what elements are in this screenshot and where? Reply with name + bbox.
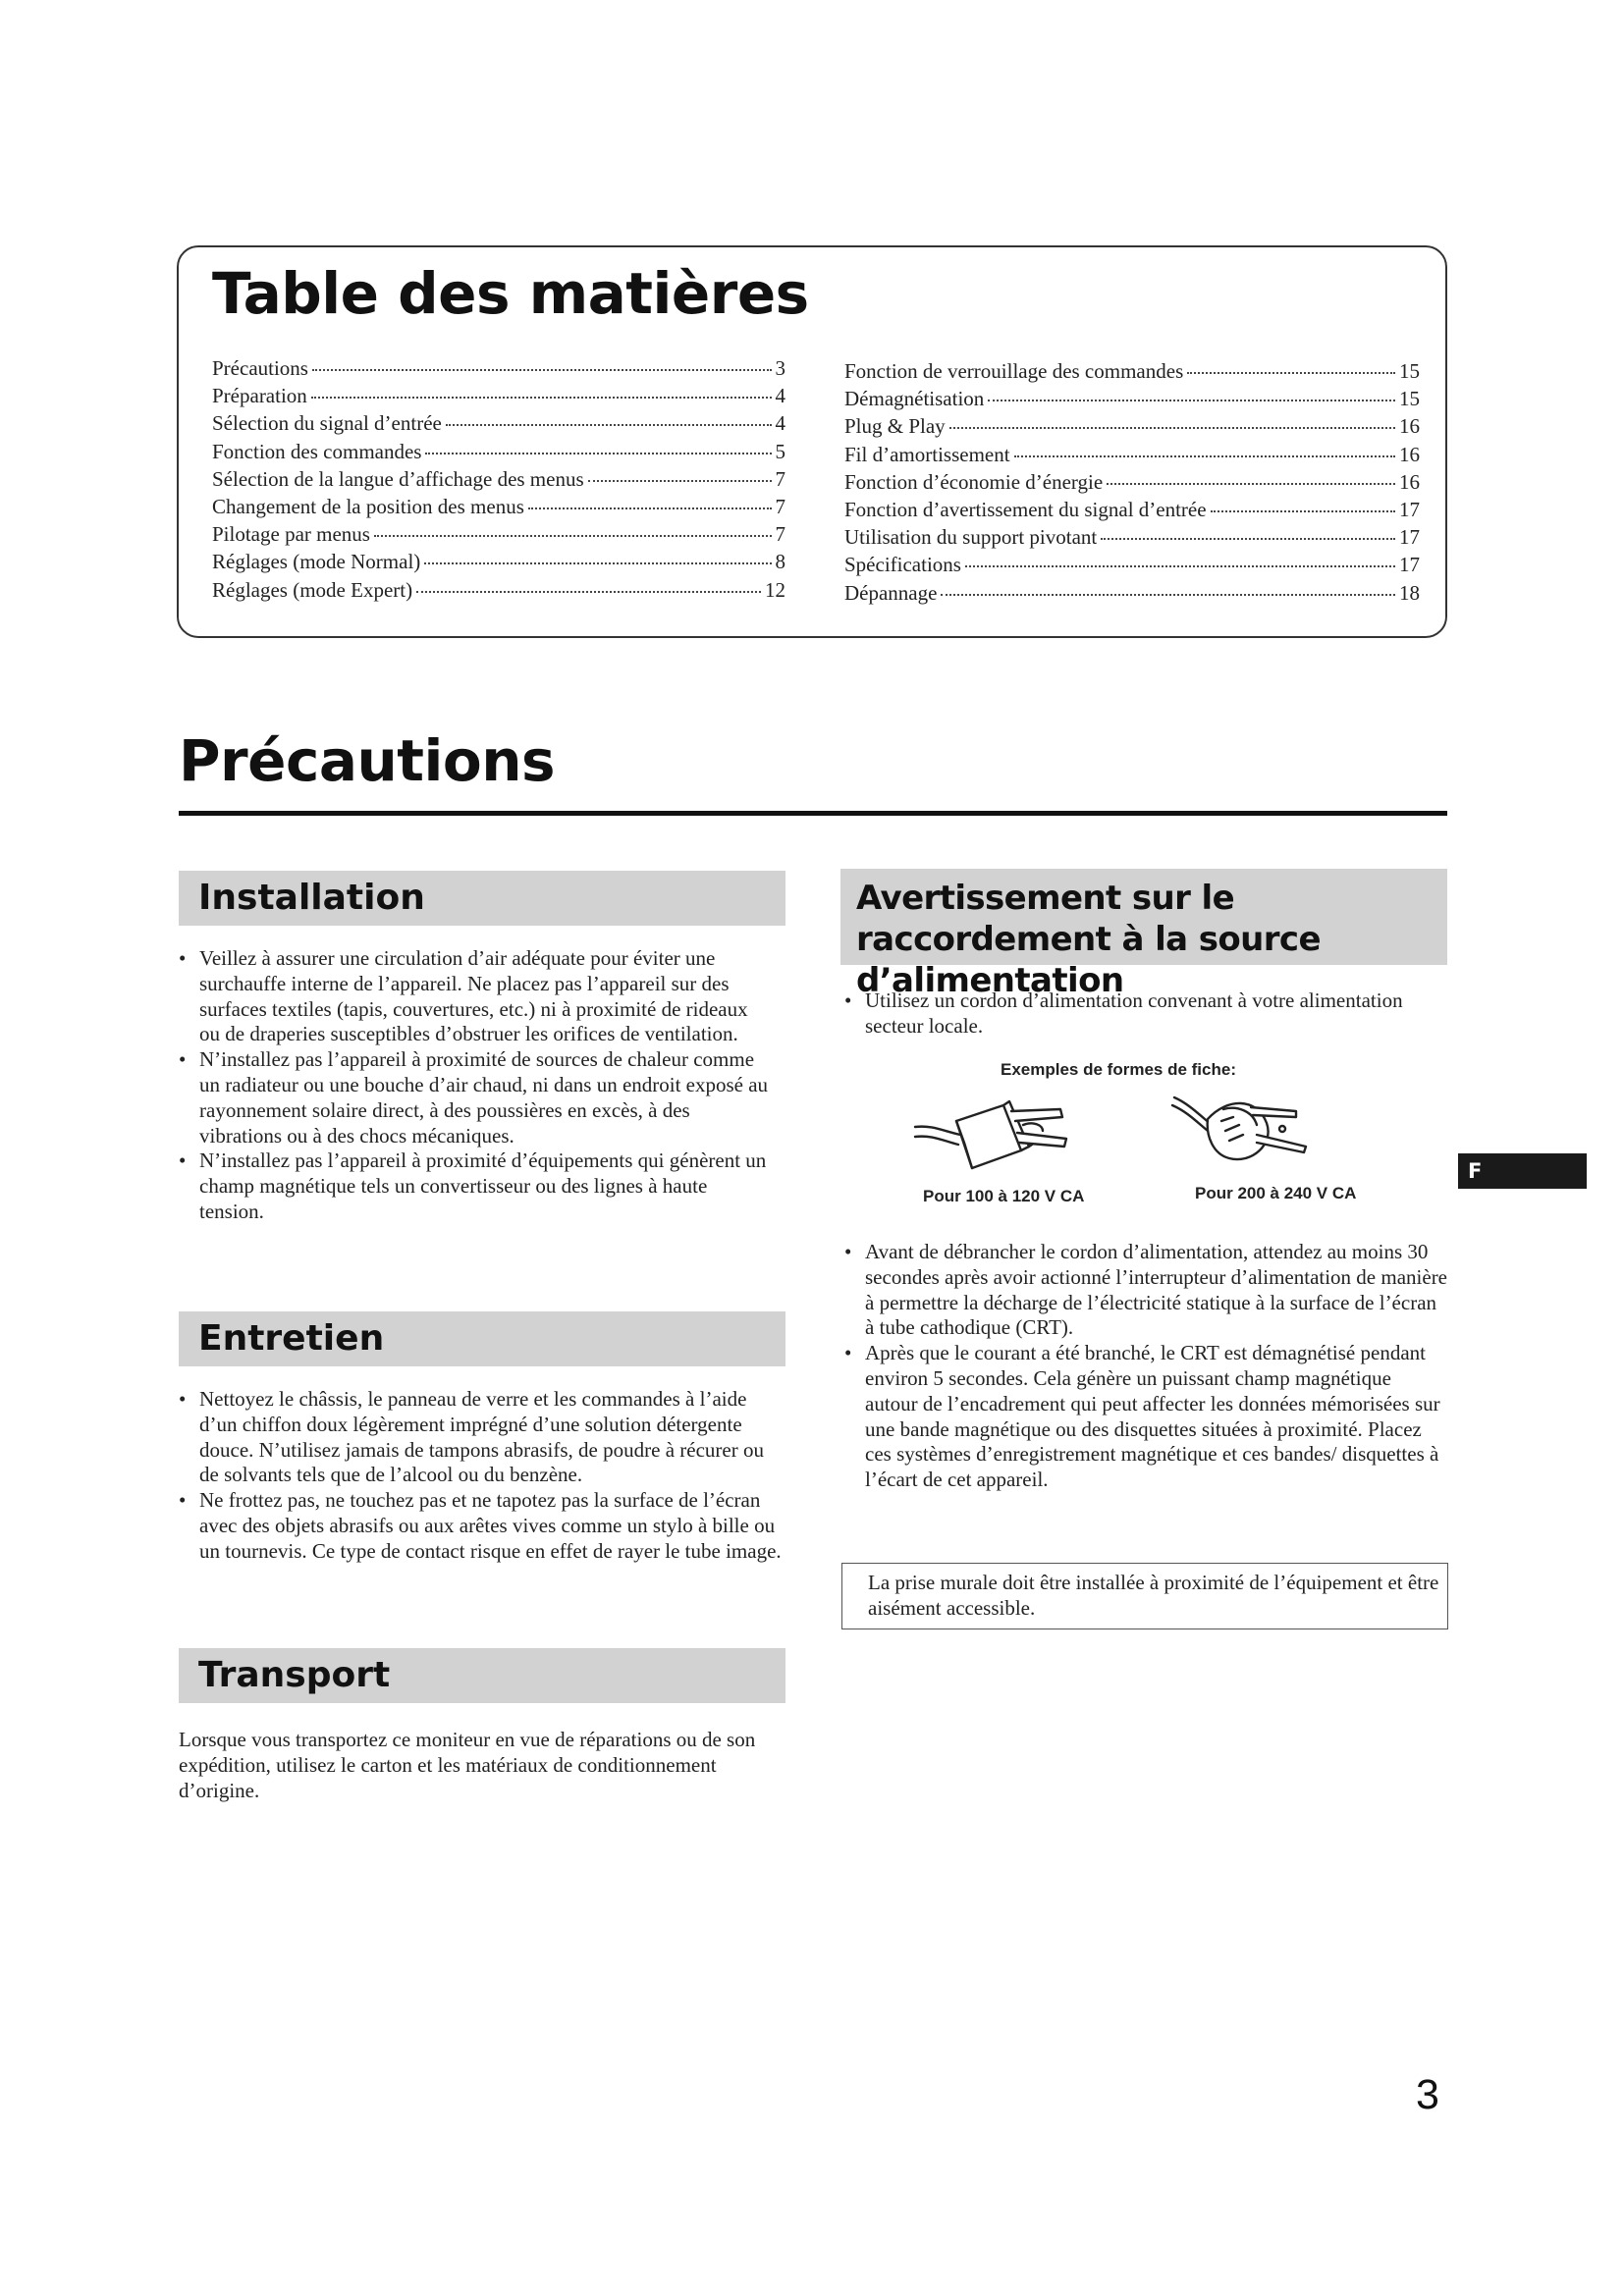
toc-entry-page: 4: [775, 411, 785, 436]
toc-leader-dots: [528, 507, 772, 509]
toc-entry[interactable]: [212, 493, 785, 520]
toc-leader-dots: [988, 399, 1395, 401]
list-item: • Utilisez un cordon d’alimentation convenant à votre alimentation secteur locale.: [844, 988, 1443, 1040]
toc-entry-label: Sélection de la langue d’affichage des menus: [212, 466, 584, 491]
toc-entry-label: Réglages (mode Normal): [212, 550, 421, 574]
avertissement-list-2: [844, 1240, 1447, 1493]
toc-entry[interactable]: [844, 523, 1420, 551]
toc-leader-dots: [1211, 509, 1395, 512]
toc-entry-page: 7: [775, 466, 785, 491]
plug-type-a-icon: [913, 1088, 1100, 1181]
toc-leader-dots: [312, 368, 772, 371]
toc-entry-page: 15: [1399, 359, 1420, 383]
installation-section-header: [179, 871, 785, 926]
toc-entry-page: 4: [775, 384, 785, 408]
plug-label-100-120v: Pour 100 à 120 V CA: [923, 1187, 1085, 1205]
wall-outlet-notice: La prise murale doit être installée à proximité de l’équipement et être aisément accessible.: [841, 1563, 1448, 1629]
toc-entry[interactable]: [844, 551, 1420, 578]
language-tab: F: [1458, 1153, 1587, 1189]
toc-entry-label: Sélection du signal d’entrée: [212, 411, 442, 436]
list-item: • Veillez à assurer une circulation d’air adéquate pour éviter une surchauffe interne de l’appareil. Ne placez pas l’appareil sur des surfaces textiles (tapis, couvertures, etc.) ni à proximité de rideaux ou de draperies susceptibles d’obstruer les orifices de ventilation.: [179, 946, 773, 1047]
toc-leader-dots: [1014, 454, 1395, 457]
toc-leader-dots: [949, 426, 1395, 429]
toc-entry[interactable]: [844, 441, 1420, 468]
toc-leader-dots: [446, 423, 772, 426]
toc-entry-page: 17: [1399, 525, 1420, 550]
title-divider: [179, 811, 1447, 816]
toc-leader-dots: [1187, 371, 1395, 374]
toc-leader-dots: [1101, 537, 1395, 540]
plug-label-200-240v: Pour 200 à 240 V CA: [1195, 1184, 1357, 1202]
toc-entry-label: Fonction d’avertissement du signal d’entrée: [844, 498, 1207, 522]
toc-entry[interactable]: [212, 576, 785, 604]
toc-entry[interactable]: [844, 468, 1420, 496]
toc-entry[interactable]: [844, 385, 1420, 412]
toc-entry-label: Fonction des commandes: [212, 439, 422, 463]
toc-entry-label: Pilotage par menus: [212, 522, 370, 547]
toc-entry[interactable]: [844, 357, 1420, 385]
toc-leader-dots: [416, 590, 761, 593]
toc-leader-dots: [965, 564, 1395, 567]
toc-entry-label: Changement de la position des menus: [212, 495, 524, 519]
toc-entry-page: 7: [775, 495, 785, 519]
toc-column-left: [212, 354, 785, 604]
toc-entry-label: Précautions: [212, 356, 308, 380]
toc-entry[interactable]: [844, 496, 1420, 523]
installation-heading: Installation: [198, 878, 425, 918]
toc-leader-dots: [1107, 482, 1395, 485]
list-item: • N’installez pas l’appareil à proximité de sources de chaleur comme un radiateur ou une bouche d’air chaud, ni dans un endroit exposé au rayonnement solaire direct, à des poussières en excès, à des vibrations ou à des chocs mécaniques.: [179, 1047, 773, 1148]
toc-entry-page: 7: [775, 522, 785, 547]
list-item: • Avant de débrancher le cordon d’alimentation, attendez au moins 30 secondes après avoir actionné l’interrupteur d’alimentation de manière à permettre la décharge de l’électricité statique à la surface de l’écran à tube cathodique (CRT).: [844, 1240, 1447, 1341]
transport-heading: Transport: [198, 1655, 391, 1695]
toc-entry-label: Réglages (mode Expert): [212, 577, 413, 602]
toc-entry-label: Plug & Play: [844, 414, 946, 439]
toc-entry-label: Fil d’amortissement: [844, 442, 1010, 466]
toc-entry[interactable]: [844, 579, 1420, 607]
toc-entry-page: 16: [1399, 469, 1420, 494]
toc-entry-page: 16: [1399, 442, 1420, 466]
toc-entry-page: 15: [1399, 387, 1420, 411]
plug-figure-title: Exemples de formes de fiche:: [1001, 1060, 1236, 1079]
toc-entry-label: Dépannage: [844, 580, 938, 605]
page-title: Précautions: [179, 727, 556, 794]
list-item: • Ne frottez pas, ne touchez pas et ne tapotez pas la surface de l’écran avec des objets abrasifs ou aux arêtes vives comme un stylo à bille ou un tournevis. Ce type de contact risque en effet de rayer le tube image.: [179, 1488, 783, 1564]
toc-entry-page: 16: [1399, 414, 1420, 439]
toc-entry-page: 12: [765, 577, 785, 602]
avertissement-heading: Avertissement sur le raccordement à la source d’alimentation: [856, 879, 1321, 1000]
transport-section-header: [179, 1648, 785, 1703]
avertissement-section-header: [840, 869, 1447, 1000]
toc-entry[interactable]: [212, 354, 785, 382]
entretien-list: [179, 1387, 783, 1565]
installation-list: [179, 946, 773, 1225]
toc-entry-page: 18: [1399, 580, 1420, 605]
toc-leader-dots: [588, 479, 772, 482]
toc-leader-dots: [425, 452, 771, 454]
toc-entry-page: 17: [1399, 498, 1420, 522]
toc-entry[interactable]: [212, 548, 785, 575]
toc-entry-label: Fonction d’économie d’énergie: [844, 469, 1104, 494]
toc-entry-page: 3: [775, 356, 785, 380]
plug-type-b-icon: [1168, 1080, 1355, 1173]
toc-entry-label: Préparation: [212, 384, 307, 408]
toc-column-right: [844, 357, 1420, 607]
toc-entry-page: 17: [1399, 553, 1420, 577]
toc-leader-dots: [311, 396, 772, 399]
toc-entry-label: Spécifications: [844, 553, 961, 577]
toc-entry[interactable]: [212, 382, 785, 409]
toc-entry[interactable]: [212, 409, 785, 437]
list-item: • Nettoyez le châssis, le panneau de verre et les commandes à l’aide d’un chiffon doux légèrement imprégné d’une solution détergente douce. N’utilisez jamais de tampons abrasifs, de poudre à récurer ou de solvants tels que de l’alcool ou du benzène.: [179, 1387, 783, 1488]
toc-leader-dots: [424, 561, 771, 564]
toc-entry-page: 5: [775, 439, 785, 463]
entretien-section-header: [179, 1311, 785, 1366]
toc-entry-label: Démagnétisation: [844, 387, 985, 411]
entretien-heading: Entretien: [198, 1318, 385, 1359]
avertissement-list-1: [844, 988, 1443, 1040]
toc-leader-dots: [374, 534, 772, 537]
toc-entry-label: Utilisation du support pivotant: [844, 525, 1098, 550]
toc-title: Table des matières: [212, 260, 809, 327]
toc-entry[interactable]: [212, 520, 785, 548]
list-item: • N’installez pas l’appareil à proximité d’équipements qui génèrent un champ magnétique tels un convertisseur ou des lignes à haute tension.: [179, 1148, 773, 1224]
list-item: • Après que le courant a été branché, le CRT est démagnétisé pendant environ 5 secondes. Cela génère un puissant champ magnétique autour de l’encadrement qui peut affecter les données mémorisées sur une bande magnétique ou des disquettes situées à proximité. Placez ces systèmes d’enregistrement magnétique et ces bandes/ disquettes à l’écart de cet appareil.: [844, 1341, 1447, 1493]
toc-entry-label: Fonction de verrouillage des commandes: [844, 359, 1184, 383]
toc-entry[interactable]: [844, 412, 1420, 440]
page-number: 3: [1416, 2071, 1439, 2118]
transport-paragraph: Lorsque vous transportez ce moniteur en vue de réparations ou de son expédition, utilisez le carton et les matériaux de conditionnement d’origine.: [179, 1728, 756, 1802]
toc-entry[interactable]: [212, 438, 785, 465]
toc-entry-page: 8: [775, 550, 785, 574]
toc-leader-dots: [941, 593, 1395, 596]
toc-entry[interactable]: [212, 465, 785, 493]
